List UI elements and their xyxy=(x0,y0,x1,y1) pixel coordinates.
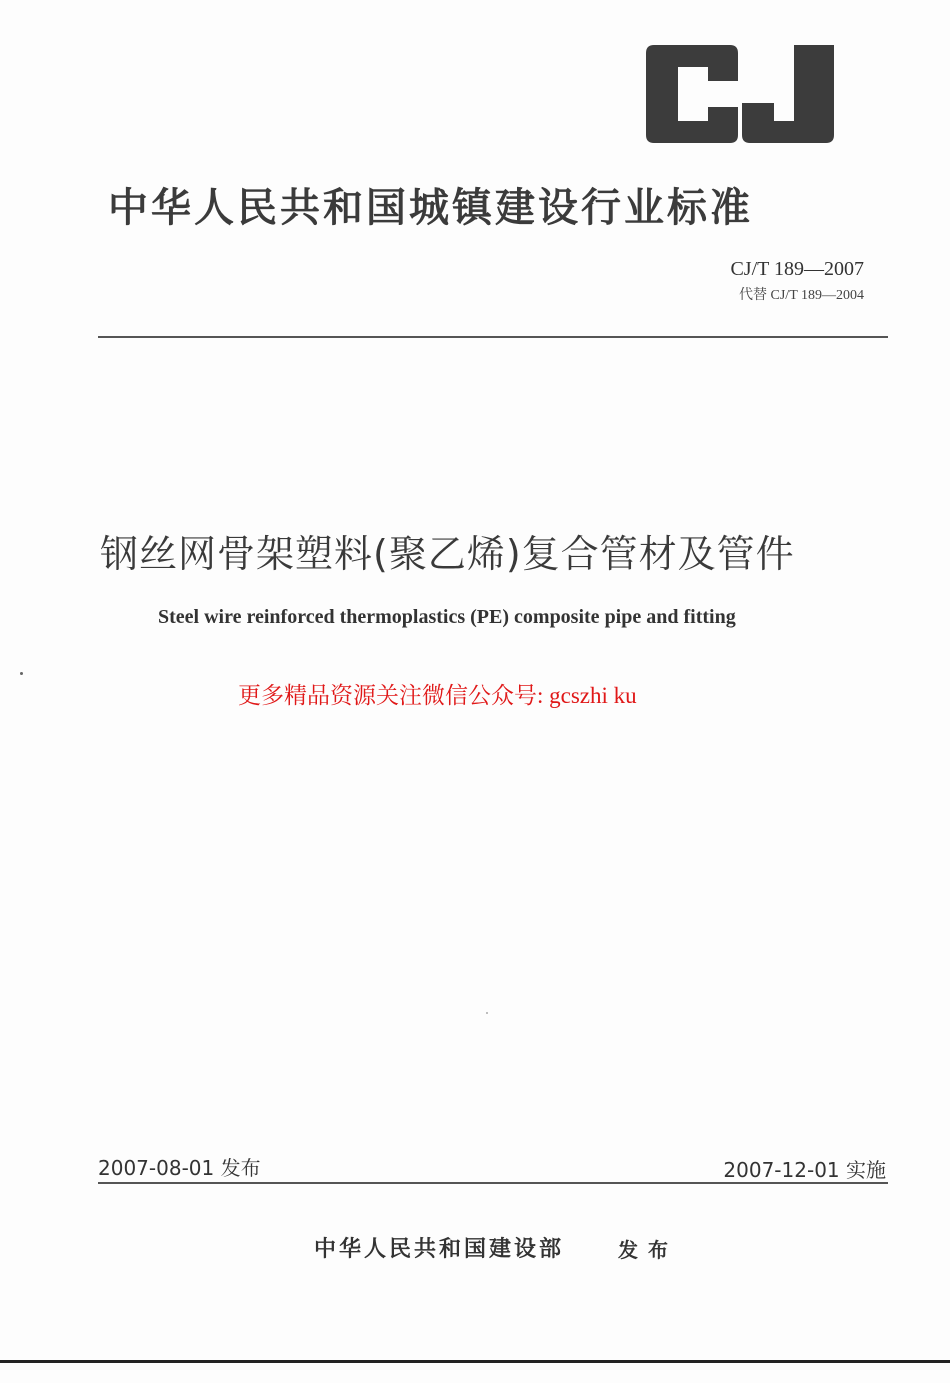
scan-speck xyxy=(486,1012,488,1014)
issuing-authority: 中华人民共和国建设部 xyxy=(314,1237,565,1262)
document-title-english: Steel wire reinforced thermoplastics (PE) composite pipe and fitting xyxy=(158,606,736,628)
cj-logo xyxy=(646,45,836,143)
header-divider xyxy=(98,336,888,338)
replaces-code: 代替 CJ/T 189—2004 xyxy=(739,288,864,303)
promo-watermark-text: 更多精品资源关注微信公众号: gcszhi ku xyxy=(238,683,637,708)
implementation-date: 2007-12-01 实施 xyxy=(723,1158,886,1182)
issue-label: 发布 xyxy=(618,1238,678,1262)
scan-bottom-edge xyxy=(0,1360,950,1363)
release-date: 2007-08-01 发布 xyxy=(98,1156,261,1180)
standard-code: CJ/T 189—2007 xyxy=(730,258,864,280)
logo-letter-c xyxy=(646,45,738,143)
document-title-chinese: 钢丝网骨架塑料(聚乙烯)复合管材及管件 xyxy=(100,532,795,576)
scan-speck xyxy=(20,672,23,675)
footer-divider xyxy=(98,1182,888,1184)
standard-category-title: 中华人民共和国城镇建设行业标准 xyxy=(108,185,753,231)
logo-letter-j xyxy=(742,45,834,143)
